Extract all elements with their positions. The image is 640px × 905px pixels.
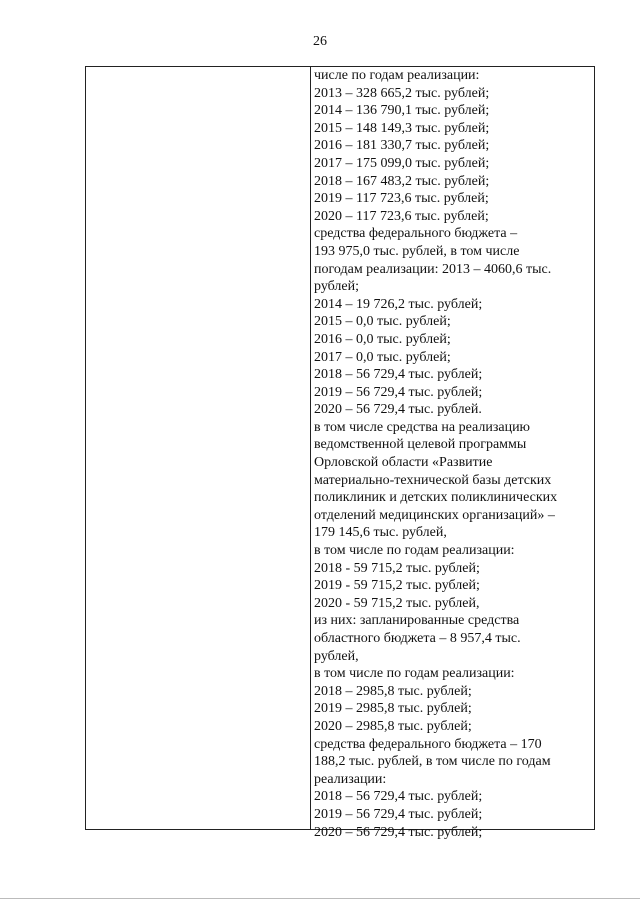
page-number: 26 [313,34,327,49]
text-line: в том числе по годам реализации: [314,543,515,559]
text-line: в том числе средства на реализацию [314,419,531,435]
text-line: материально-технической базы детских [314,472,552,488]
text-line: отделений медицинских организаций» – [314,507,555,523]
table-right-cell [311,67,594,840]
text-line: 2015 – 148 149,3 тыс. рублей; [314,120,490,136]
text-line: 2018 – 56 729,4 тыс. рублей; [314,367,483,383]
text-line: Орловской области «Развитие [314,455,493,471]
text-line: 2017 – 0,0 тыс. рублей; [314,349,451,365]
text-line: 2017 – 175 099,0 тыс. рублей; [314,155,490,171]
text-line: ведомственной целевой программы [314,437,527,453]
text-line: погодам реализации: 2013 – 4060,6 тыс. [314,261,552,277]
text-line: 2019 – 117 723,6 тыс. рублей; [314,191,489,207]
text-line: 193 975,0 тыс. рублей, в том числе [314,243,520,259]
text-line: реализации: [314,771,387,787]
text-line: средства федерального бюджета – 170 [314,736,542,752]
text-line: 2016 – 0,0 тыс. рублей; [314,331,451,347]
text-line: в том числе по годам реализации: [314,666,515,682]
text-line: 2019 - 59 715,2 тыс. рублей; [314,578,480,594]
text-line: 2020 – 2985,8 тыс. рублей; [314,718,472,734]
text-line: 2018 – 167 483,2 тыс. рублей; [314,173,490,189]
text-line: 188,2 тыс. рублей, в том числе по годам [314,754,551,770]
text-line: 2018 – 56 729,4 тыс. рублей; [314,789,483,805]
table-left-cell [86,67,311,829]
text-line: числе по годам реализации: [314,68,480,83]
text-line: 2019 – 56 729,4 тыс. рублей; [314,806,483,822]
text-line: 2015 – 0,0 тыс. рублей; [314,314,451,330]
text-line: 2016 – 181 330,7 тыс. рублей; [314,138,490,154]
text-line: 2014 – 136 790,1 тыс. рублей; [314,103,490,119]
text-line: 2020 – 56 729,4 тыс. рублей. [314,402,482,418]
text-line: из них: запланированные средства [314,613,520,629]
page-bottom-rule [0,898,640,899]
text-line: 2020 – 117 723,6 тыс. рублей; [314,208,489,224]
text-line: 2019 – 56 729,4 тыс. рублей; [314,384,483,400]
text-line: 2020 - 59 715,2 тыс. рублей, [314,595,480,611]
text-line: 2014 – 19 726,2 тыс. рублей; [314,296,483,312]
document-table [85,66,595,840]
text-line: областного бюджета – 8 957,4 тыс. [314,631,521,646]
text-line: средства федерального бюджета – [314,226,518,242]
text-line: 2013 – 328 665,2 тыс. рублей; [314,85,490,101]
text-line: 2018 – 2985,8 тыс. рублей; [314,683,472,699]
text-line: рублей; [314,279,359,295]
text-line: 2018 - 59 715,2 тыс. рублей; [314,560,480,576]
text-line: 2020 – 56 729,4 тыс. рублей; [314,824,483,840]
text-line: 179 145,6 тыс. рублей, [314,525,447,541]
text-line: 2019 – 2985,8 тыс. рублей; [314,701,472,717]
text-line: рублей, [314,648,359,664]
text-line: поликлиник и детских поликлинических [314,490,558,506]
